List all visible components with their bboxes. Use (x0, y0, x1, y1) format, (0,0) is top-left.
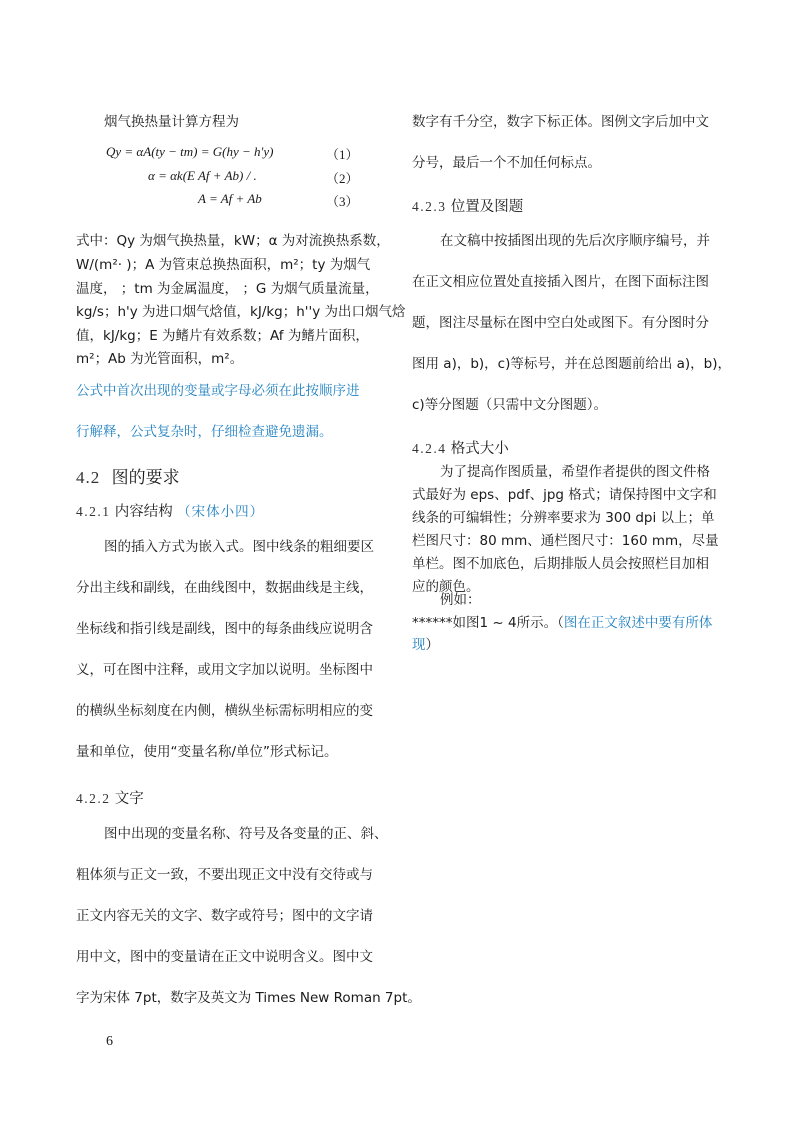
section-title: 位置及图题 (450, 199, 524, 215)
section-title: 格式大小 (450, 441, 509, 457)
paragraph-line: 图中出现的变量名称、符号及各变量的正、斜、 (104, 826, 388, 842)
formula-note-line: 行解释，公式复杂时，仔细检查避免遗漏。 (76, 424, 333, 440)
paragraph-line: 线条的可编辑性；分辨率要求为 300 dpi 以上；单 (412, 510, 715, 526)
page-number: 6 (106, 1034, 113, 1049)
example-close: ） (425, 637, 439, 653)
section-title: 内容结构 (114, 504, 173, 520)
section-4-2-4-heading (412, 437, 509, 458)
example-label: 例如： (440, 592, 481, 608)
section-number: 4.2.2 (76, 791, 111, 806)
paragraph-line: 在文稿中按插图出现的先后次序顺序编号，并 (440, 233, 710, 249)
equation-1-number: （1） (326, 147, 359, 162)
paragraph-line: 分号，最后一个不加任何标点。 (412, 155, 601, 171)
paragraph-line: 字为宋体 7pt，数字及英文为 Times New Roman 7pt。 (76, 990, 421, 1006)
section-4-2-heading (76, 463, 180, 488)
where-line: 值，kJ/kg；E 为鳍片有效系数；Af 为鳍片面积， (76, 328, 369, 344)
example-hint-cont: 现 (412, 637, 426, 653)
paragraph-line: 应的颜色。 (412, 579, 480, 595)
paragraph-line: 义，可在图中注释，或用文字加以说明。坐标图中 (76, 662, 373, 678)
equation-3-number: （3） (326, 194, 359, 209)
section-4-2-2-heading (76, 787, 144, 808)
paragraph-line: 单栏。图不加底色，后期排版人员会按照栏目加相 (412, 556, 709, 572)
section-number: 4.2.3 (412, 199, 447, 214)
paragraph-line: 栏图尺寸：80 mm、通栏图尺寸：160 mm，尽量 (412, 533, 719, 549)
paragraph-line: c)等分图题（只需中文分图题）。 (412, 397, 607, 413)
paragraph-line: 为了提高作图质量，希望作者提供的图文件格 (440, 464, 710, 480)
where-line: 式中：Qy 为烟气换热量，kW；α 为对流换热系数， (76, 233, 390, 249)
formula-note-line: 公式中首次出现的变量或字母必须在此按顺序进 (76, 383, 360, 399)
paragraph-line: 正文内容无关的文字、数字或符号；图中的文字请 (76, 908, 373, 924)
equation-2-number: （2） (326, 171, 359, 186)
equation-1: Qy = αA(ty − tm) = G(hy − h'y) (106, 144, 274, 159)
example-line (412, 611, 712, 631)
where-line: kg/s；h'y 为进口烟气焓值，kJ/kg；h''y 为出口烟气焓 (76, 304, 406, 320)
where-line: 温度， ；tm 为金属温度， ；G 为烟气质量流量， (76, 281, 379, 297)
where-line: m²；Ab 为光管面积，m²。 (76, 351, 244, 367)
paragraph-line: 的横纵坐标刻度在内侧，横纵坐标需标明相应的变 (76, 703, 373, 719)
example-text: ******如图1 ~ 4所示。（ (412, 615, 564, 631)
example-line-2 (412, 633, 439, 653)
paragraph-line: 粗体须与正文一致，不要出现正文中没有交待或与 (76, 867, 373, 883)
equation-3: A = Af + Ab (198, 191, 262, 206)
paragraph-line: 式最好为 eps、pdf、jpg 格式；请保持图中文字和 (412, 487, 717, 503)
paragraph-line: 题，图注尽量标在图中空白处或图下。有分图时分 (412, 315, 709, 331)
equation-intro: 烟气换热量计算方程为 (104, 114, 239, 130)
section-4-2-3-heading (412, 195, 523, 216)
paragraph-line: 图用 a)，b)，c)等标号，并在总图题前给出 a)，b)， (412, 356, 732, 372)
example-hint: 图在正文叙述中要有所体 (563, 615, 713, 631)
paragraph-line: 在正文相应位置处直接插入图片，在图下面标注图 (412, 274, 709, 290)
section-number: 4.2.1 (76, 504, 111, 519)
font-hint: （宋体小四） (177, 504, 265, 520)
paragraph-line: 量和单位，使用“变量名称/单位”形式标记。 (76, 744, 338, 760)
section-title: 图的要求 (111, 468, 180, 488)
section-title: 文字 (114, 791, 144, 807)
equation-2: α = αk(E Af + Ab) / . (148, 168, 257, 183)
paragraph-line: 图的插入方式为嵌入式。图中线条的粗细要区 (104, 539, 374, 555)
paragraph-line: 坐标线和指引线是副线，图中的每条曲线应说明含 (76, 621, 373, 637)
where-line: W/(m²· )；A 为管束总换热面积，m²；ty 为烟气 (76, 257, 371, 273)
section-number: 4.2.4 (412, 441, 447, 456)
paragraph-line: 用中文，图中的变量请在正文中说明含义。图中文 (76, 949, 373, 965)
section-number: 4.2 (76, 468, 101, 487)
paragraph-line: 数字有千分空，数字下标正体。图例文字后加中文 (412, 114, 709, 130)
paragraph-line: 分出主线和副线，在曲线图中，数据曲线是主线， (76, 580, 373, 596)
section-4-2-1-heading (76, 500, 264, 521)
